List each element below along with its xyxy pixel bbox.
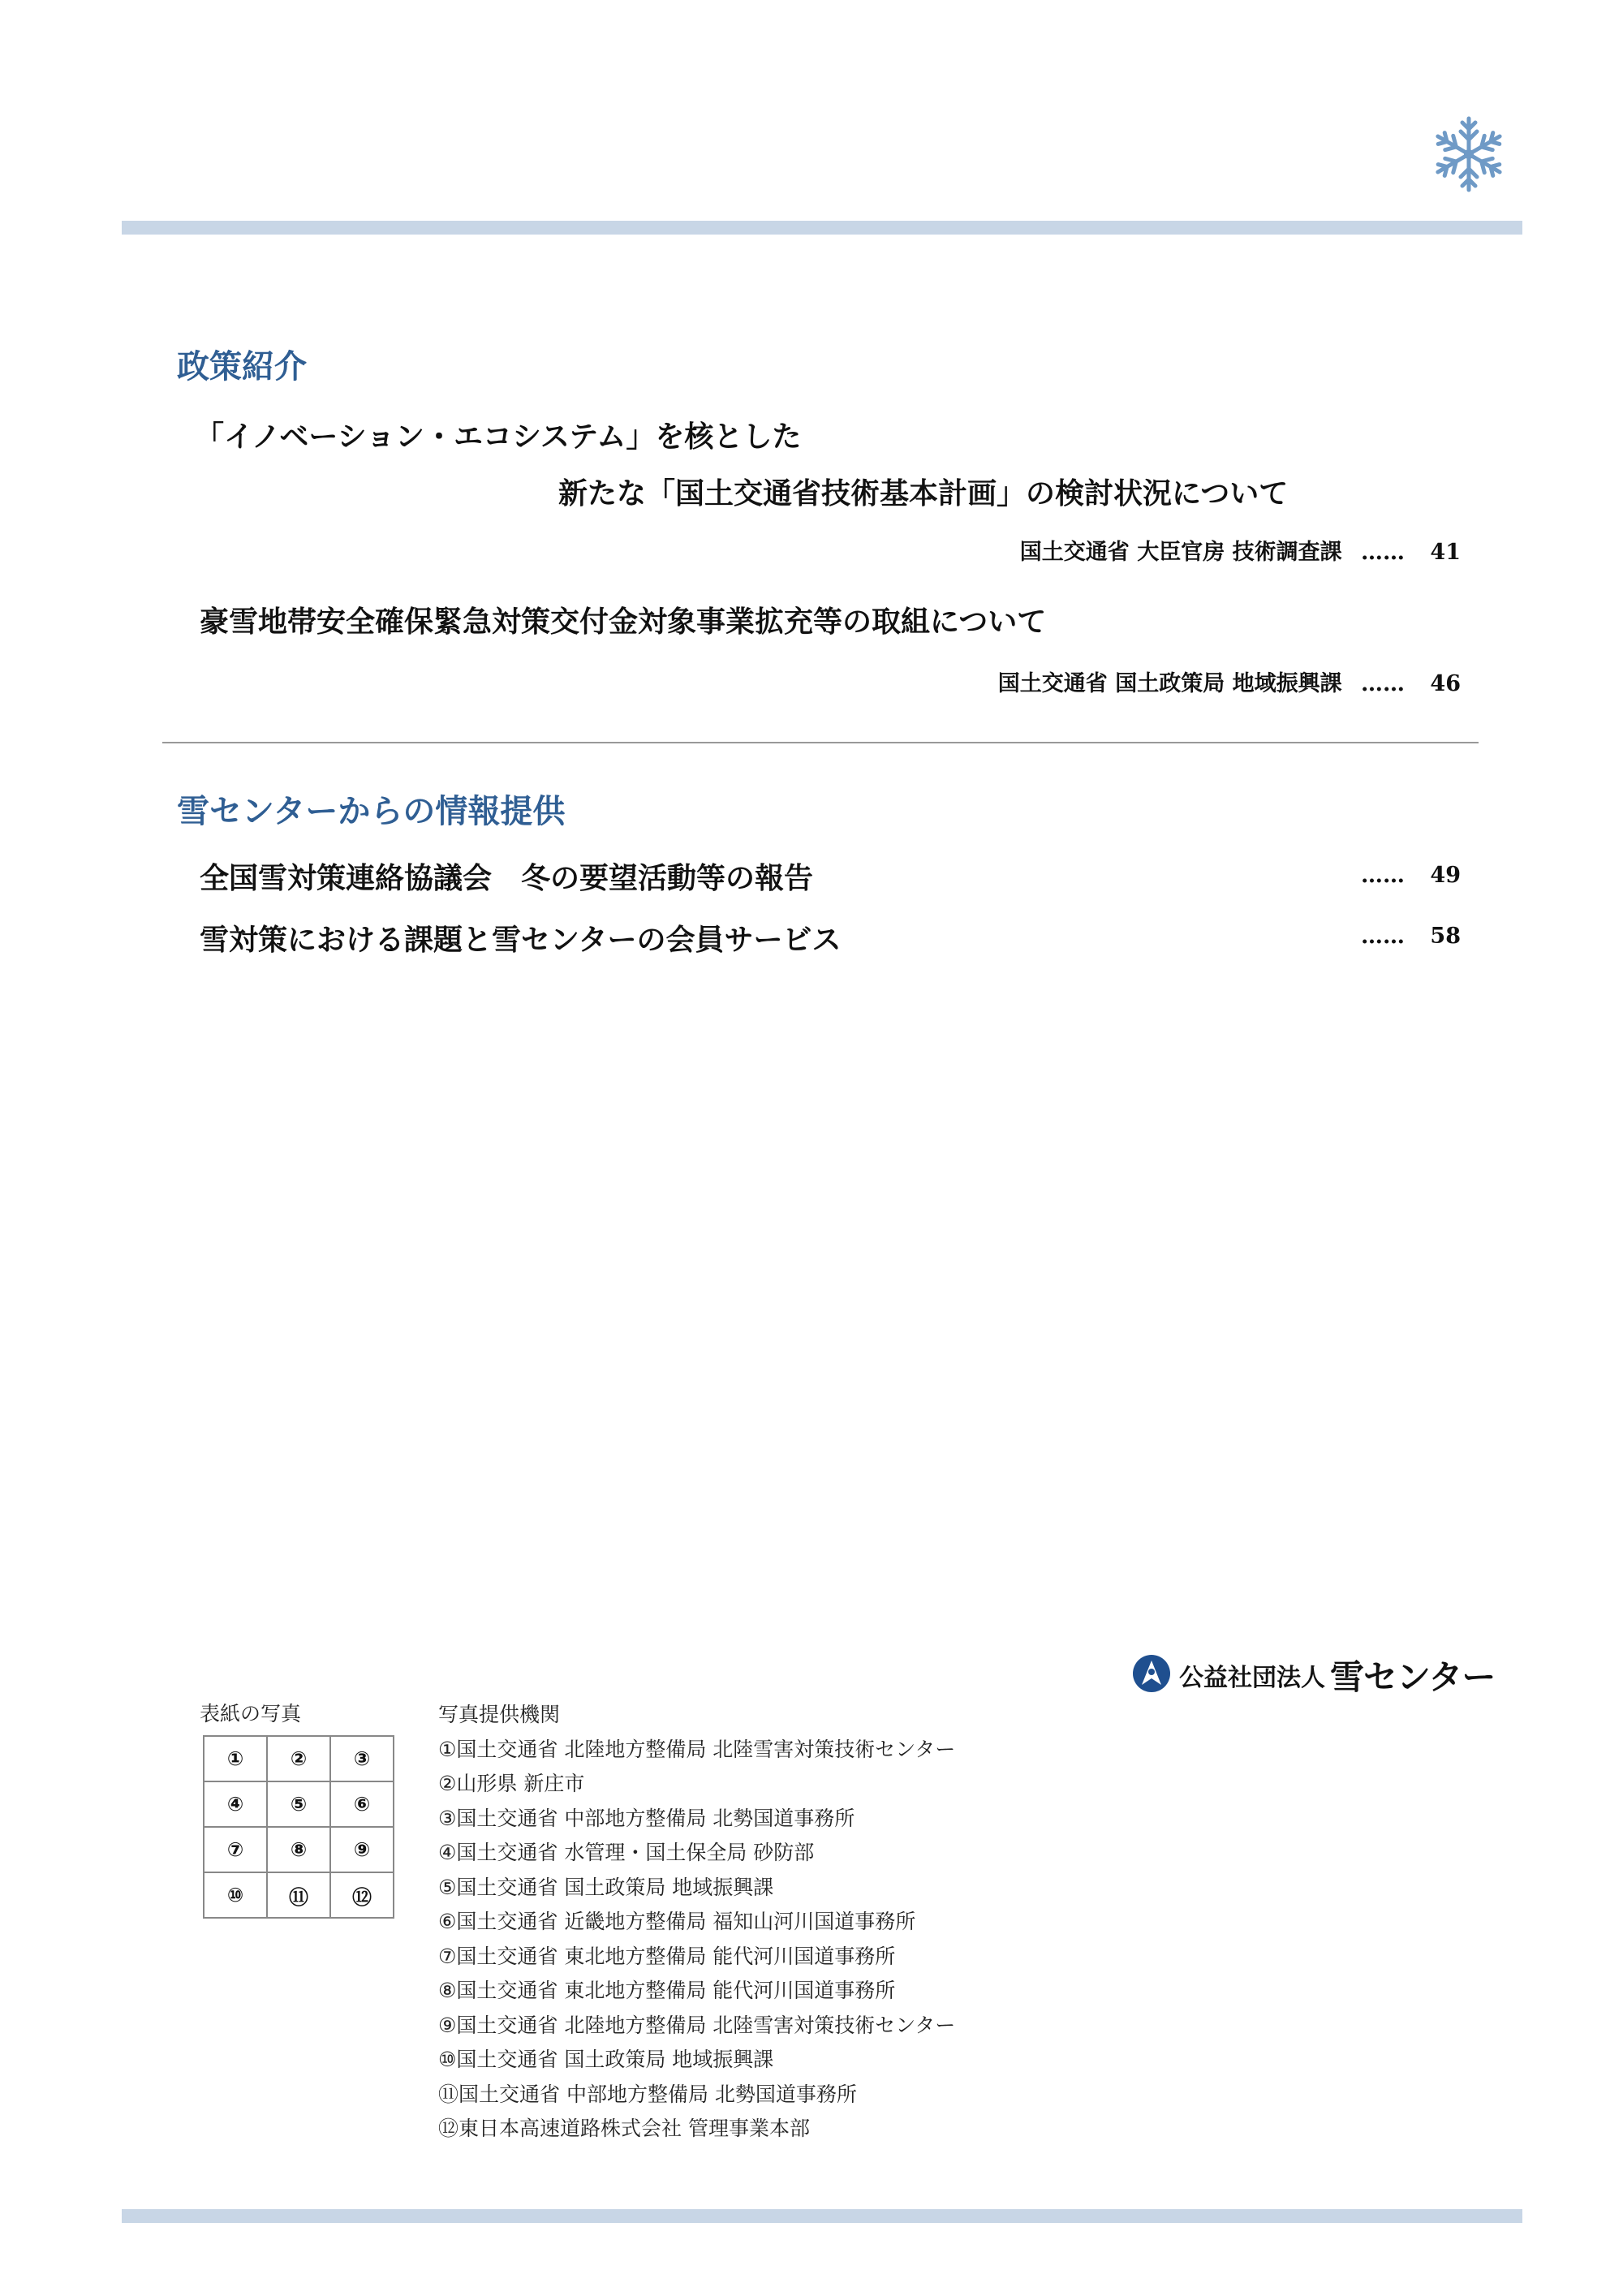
article2-author: 国土交通省 国土政策局 地域振興課 bbox=[997, 671, 1342, 696]
header-bar bbox=[122, 221, 1522, 235]
grid-cell: ⑨ bbox=[330, 1827, 394, 1872]
grid-cell: ⑤ bbox=[267, 1781, 330, 1827]
logo-brand-name: 雪センター bbox=[1330, 1657, 1496, 1697]
grid-cell: ④ bbox=[204, 1781, 267, 1827]
photo-credits bbox=[438, 1698, 955, 2147]
info-item-1-title[interactable]: 全国雪対策連絡協議会 冬の要望活動等の報告 bbox=[200, 862, 814, 895]
grid-cell: ⑥ bbox=[330, 1781, 394, 1827]
credit-item: ⑩国土交通省 国土政策局 地域振興課 bbox=[438, 2048, 774, 2071]
grid-cell: ③ bbox=[330, 1736, 394, 1781]
article1-leader: …… bbox=[1361, 540, 1406, 565]
grid-cell: ⑪ bbox=[267, 1872, 330, 1918]
credit-item: ④国土交通省 水管理・国土保全局 砂防部 bbox=[438, 1841, 815, 1864]
info-item-2-leader: …… bbox=[1361, 924, 1406, 949]
credit-item: ⑨国土交通省 北陸地方整備局 北陸雪害対策技術センター bbox=[438, 2013, 956, 2037]
credit-item: ⑤国土交通省 国土政策局 地域振興課 bbox=[438, 1875, 774, 1899]
footer-bar bbox=[122, 2209, 1522, 2223]
section-divider bbox=[162, 742, 1479, 743]
grid-cell: ⑦ bbox=[204, 1827, 267, 1872]
logo-org-type: 公益社団法人 bbox=[1179, 1664, 1325, 1692]
credit-item: ②山形県 新庄市 bbox=[438, 1772, 585, 1795]
credit-item: ⑦国土交通省 東北地方整備局 能代河川国道事務所 bbox=[438, 1944, 896, 1968]
article2-leader: …… bbox=[1361, 671, 1406, 696]
info-item-2-page: 58 bbox=[1430, 924, 1461, 949]
article2-page: 46 bbox=[1430, 671, 1461, 696]
credit-item: ⑥国土交通省 近畿地方整備局 福知山河川国道事務所 bbox=[438, 1910, 916, 1933]
section-title-info: 雪センターからの情報提供 bbox=[177, 793, 566, 830]
cover-photo-label: 表紙の写真 bbox=[200, 1702, 302, 1725]
article1-author: 国土交通省 大臣官房 技術調査課 bbox=[1019, 540, 1342, 565]
snowflake-icon bbox=[1428, 114, 1509, 195]
cover-photo-grid bbox=[203, 1735, 394, 1919]
article1-title-line1[interactable]: 「イノベーション・エコシステム」を核とした bbox=[195, 420, 802, 454]
info-item-1-leader: …… bbox=[1361, 863, 1406, 888]
snow-center-logo-icon bbox=[1132, 1654, 1171, 1696]
grid-cell: ① bbox=[204, 1736, 267, 1781]
credit-item: ①国土交通省 北陸地方整備局 北陸雪害対策技術センター bbox=[438, 1737, 956, 1761]
article1-page: 41 bbox=[1430, 540, 1461, 565]
section-title-policy: 政策紹介 bbox=[177, 348, 307, 386]
article1-byline bbox=[1020, 534, 1461, 566]
article1-title-line2[interactable]: 新たな「国土交通省技術基本計画」の検討状況について bbox=[558, 477, 1289, 510]
credit-item: ⑧国土交通省 東北地方整備局 能代河川国道事務所 bbox=[438, 1979, 896, 2002]
article2-byline bbox=[998, 666, 1461, 697]
info-item-2-pageref bbox=[1361, 924, 1461, 949]
info-item-1-page: 49 bbox=[1430, 863, 1461, 888]
article2-title[interactable]: 豪雪地帯安全確保緊急対策交付金対象事業拡充等の取組について bbox=[200, 605, 1047, 639]
info-item-1-pageref bbox=[1361, 863, 1461, 888]
credit-item: ⑫東日本高速道路株式会社 管理事業本部 bbox=[438, 2117, 810, 2140]
credits-heading: 写真提供機関 bbox=[438, 1703, 561, 1726]
grid-cell: ⑫ bbox=[330, 1872, 394, 1918]
credit-item: ③国土交通省 中部地方整備局 北勢国道事務所 bbox=[438, 1806, 855, 1830]
info-item-2-title[interactable]: 雪対策における課題と雪センターの会員サービス bbox=[200, 924, 842, 957]
grid-cell: ② bbox=[267, 1736, 330, 1781]
org-logo bbox=[1132, 1651, 1495, 1699]
grid-cell: ⑧ bbox=[267, 1827, 330, 1872]
credit-item: ⑪国土交通省 中部地方整備局 北勢国道事務所 bbox=[438, 2082, 857, 2106]
grid-cell: ⑩ bbox=[204, 1872, 267, 1918]
